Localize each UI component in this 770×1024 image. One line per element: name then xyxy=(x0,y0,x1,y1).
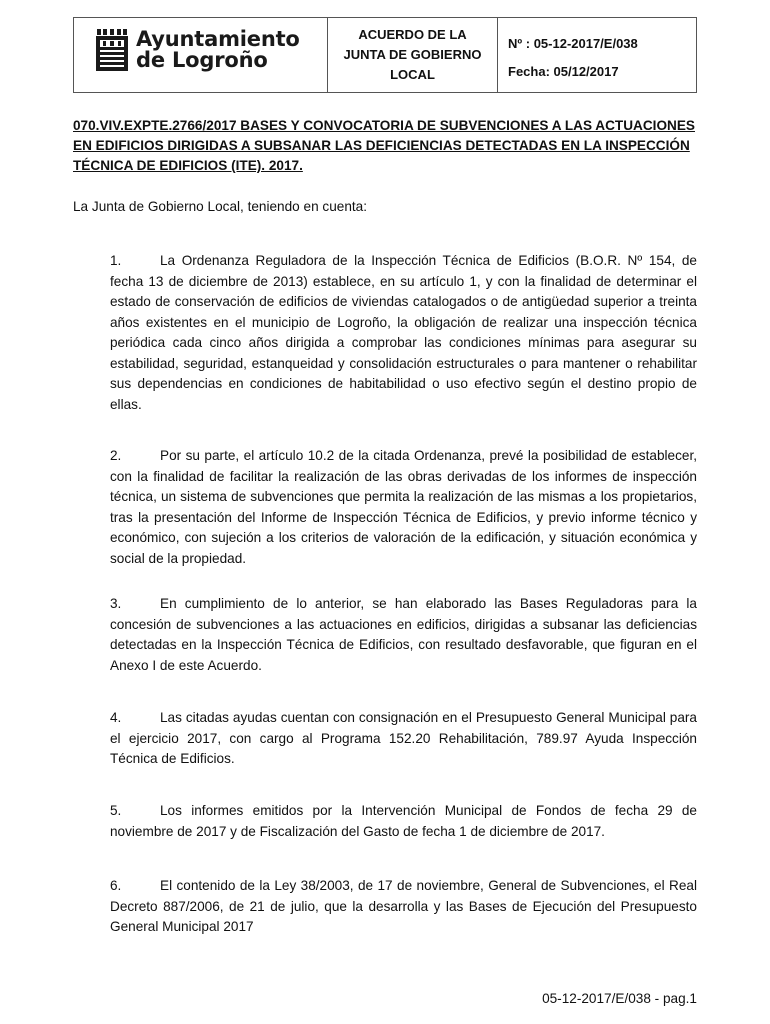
agreement-subject: 070.VIV.EXPTE.2766/2017 BASES Y CONVOCATORIA DE SUBVENCIONES A LAS ACTUACIONES EN EDIFICIOS DIRIGIDAS A SUBSANAR LAS DEFICIENCIAS DETECTADAS EN LA INSPECCIÓN TÉCNICA DE EDIFICIOS (ITE). 2017. xyxy=(73,118,695,173)
list-item xyxy=(110,251,697,415)
item-number: 6. xyxy=(110,878,122,893)
item-text: Las citadas ayudas cuentan con consignación en el Presupuesto General Municipal para el ejercicio 2017, con cargo al Programa 152.20 Rehabilitación, 789.97 Ayuda Inspección Técnica de Edificios. xyxy=(110,710,697,766)
item-text: Los informes emitidos por la Intervención Municipal de Fondos de fecha 29 de noviembre de 2017 y de Fiscalización del Gasto de fecha 1 de diciembre de 2017. xyxy=(110,803,697,839)
number-date-cell xyxy=(498,18,696,92)
item-text: En cumplimiento de lo anterior, se han elaborado las Bases Reguladoras para la concesión de subvenciones a las actuaciones en edificios, dirigidas a subsanar las deficiencias detectadas en la Inspección Técnica de Edificios, con resultado desfavorable, que figuran en el Anexo I de este Acuerdo. xyxy=(110,596,697,673)
title-line1: ACUERDO DE LA xyxy=(358,27,467,42)
logo-line2: de Logroño xyxy=(136,48,268,72)
title-line3: LOCAL xyxy=(390,67,435,82)
document-header xyxy=(73,17,697,93)
coat-of-arms-icon xyxy=(96,29,128,71)
list-item xyxy=(110,801,697,842)
item-number: 1. xyxy=(110,253,122,268)
list-item xyxy=(110,876,697,938)
ayuntamiento-logo xyxy=(96,29,300,71)
item-text: El contenido de la Ley 38/2003, de 17 de noviembre, General de Subvenciones, el Real Decreto 887/2006, de 21 de julio, que la desarrolla y las Bases de Ejecución del Presupuesto General Municipal 2017 xyxy=(110,878,697,934)
item-number: 3. xyxy=(110,596,122,611)
logo-line1: Ayuntamiento xyxy=(136,27,300,51)
intro-text: La Junta de Gobierno Local, teniendo en cuenta: xyxy=(73,199,367,214)
item-text: Por su parte, el artículo 10.2 de la citada Ordenanza, prevé la posibilidad de establecer, con la finalidad de facilitar la realización de las obras derivadas de los informes de inspección técnica, un sistema de subvenciones que permita la realización de las mismas a los propietarios, tras la presentación del Informe de Inspección Técnica de Edificios, y previo informe técnico y económico, con sujeción a los criterios de valoración de la edificación, y situación económica y social de la propiedad. xyxy=(110,448,697,566)
list-item xyxy=(110,708,697,770)
list-item xyxy=(110,446,697,569)
item-text: La Ordenanza Reguladora de la Inspección Técnica de Edificios (B.O.R. Nº 154, de fecha 13 de diciembre de 2013) establece, en su artículo 1, y con la finalidad de determinar el estado de conservación de edificios de viviendas catalogados o de antigüedad superior a treinta años existentes en el municipio de Logroño, la obligación de realizar una inspección técnica periódica cada cinco años dirigida a comprobar las condiciones mínimas para asegurar su estabilidad, seguridad, estanqueidad y consolidación estructurales o para mantener o rehabilitar sus dependencias en condiciones de habitabilidad o uso efectivo según el destino propio de ellas. xyxy=(110,253,697,412)
list-item xyxy=(110,594,697,676)
agreement-date: Fecha: 05/12/2017 xyxy=(508,64,619,79)
item-number: 4. xyxy=(110,710,122,725)
item-number: 5. xyxy=(110,803,122,818)
title-line2: JUNTA DE GOBIERNO xyxy=(343,47,482,62)
agreement-title-cell xyxy=(328,18,498,92)
logo-cell xyxy=(74,18,328,92)
page-footer: 05-12-2017/E/038 - pag.1 xyxy=(542,991,697,1006)
item-number: 2. xyxy=(110,448,122,463)
agreement-number: Nº : 05-12-2017/E/038 xyxy=(508,36,638,51)
